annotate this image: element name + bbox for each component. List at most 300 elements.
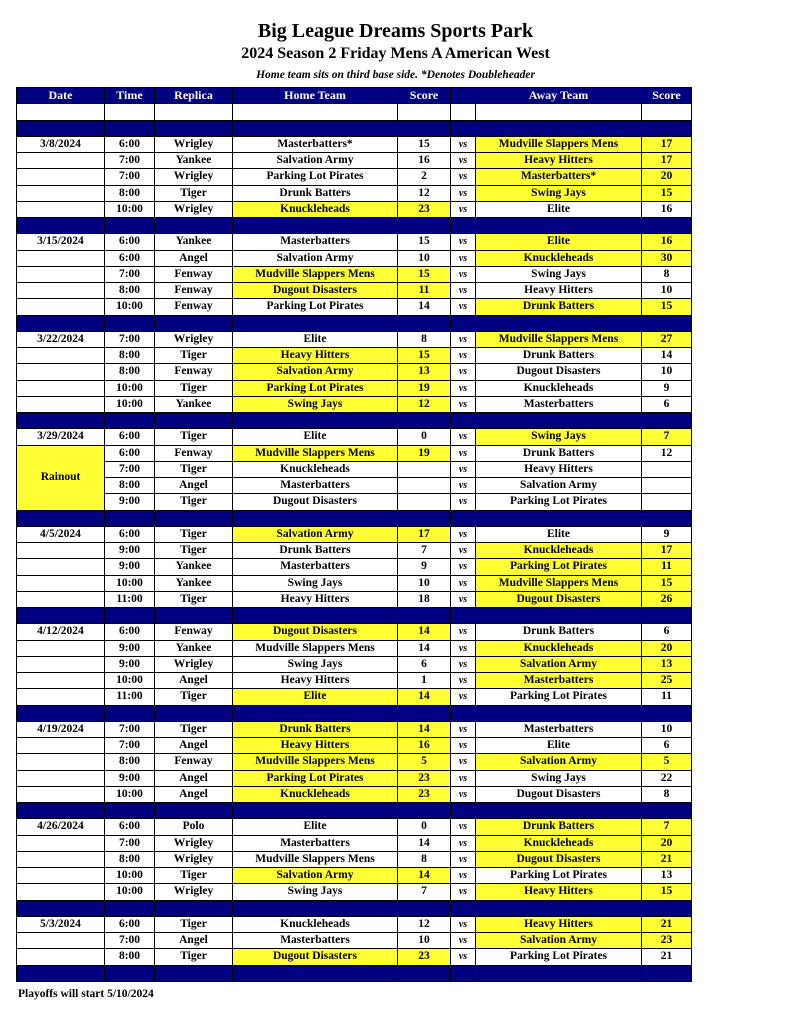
away-score [642, 461, 692, 477]
game-replica: Tiger [155, 494, 233, 510]
week-divider-row-cell [17, 510, 105, 526]
rainout-label: Rainout [17, 445, 105, 510]
week-divider-row-cell [451, 803, 476, 819]
week-divider-row [17, 120, 692, 136]
away-score: 21 [642, 949, 692, 965]
week-divider-row-cell [476, 218, 642, 234]
game-date-empty [17, 380, 105, 396]
week-divider-row-cell [642, 803, 692, 819]
vs-label: vs [451, 445, 476, 461]
home-score: 10 [398, 250, 451, 266]
game-replica: Tiger [155, 721, 233, 737]
game-row [17, 835, 692, 851]
week-divider-row-cell [642, 413, 692, 429]
game-date-empty [17, 575, 105, 591]
home-team: Salvation Army [233, 250, 398, 266]
home-score: 14 [398, 868, 451, 884]
away-score: 8 [642, 266, 692, 282]
week-divider-row-cell [17, 705, 105, 721]
game-row [17, 721, 692, 737]
game-row [17, 234, 692, 250]
week-divider-row-cell [17, 120, 105, 136]
home-team: Elite [233, 819, 398, 835]
away-score: 10 [642, 721, 692, 737]
week-divider-row-cell [105, 900, 155, 916]
game-replica: Tiger [155, 380, 233, 396]
home-score: 11 [398, 283, 451, 299]
game-row [17, 185, 692, 201]
vs-label: vs [451, 461, 476, 477]
blank-spacer-row-cell [17, 104, 105, 120]
home-score: 15 [398, 136, 451, 152]
week-divider-row-cell [155, 705, 233, 721]
week-divider-row-cell [155, 608, 233, 624]
column-header-home-team: Home Team [233, 88, 398, 104]
away-team: Dugout Disasters [476, 851, 642, 867]
week-divider-row [17, 608, 692, 624]
week-divider-row-cell [476, 315, 642, 331]
game-time: 10:00 [105, 396, 155, 412]
week-divider-row-cell [476, 608, 642, 624]
home-team: Mudville Slappers Mens [233, 754, 398, 770]
week-divider-row [17, 965, 692, 981]
week-divider-row-cell [476, 510, 642, 526]
week-divider-row-cell [642, 510, 692, 526]
game-time: 11:00 [105, 591, 155, 607]
game-date-empty [17, 738, 105, 754]
game-replica: Wrigley [155, 201, 233, 217]
vs-label: vs [451, 689, 476, 705]
vs-label: vs [451, 949, 476, 965]
away-score: 23 [642, 933, 692, 949]
home-team: Mudville Slappers Mens [233, 266, 398, 282]
schedule-body [17, 104, 692, 982]
game-time: 9:00 [105, 559, 155, 575]
home-team: Elite [233, 689, 398, 705]
blank-spacer-row-cell [642, 104, 692, 120]
game-time: 7:00 [105, 835, 155, 851]
vs-label: vs [451, 429, 476, 445]
away-score: 11 [642, 559, 692, 575]
away-score: 6 [642, 396, 692, 412]
home-team: Parking Lot Pirates [233, 299, 398, 315]
week-divider-row-cell [105, 965, 155, 981]
vs-label: vs [451, 770, 476, 786]
week-divider-row-cell [233, 608, 398, 624]
week-divider-row-cell [155, 803, 233, 819]
vs-label: vs [451, 884, 476, 900]
game-row [17, 884, 692, 900]
week-divider-row [17, 413, 692, 429]
week-divider-row-cell [398, 218, 451, 234]
game-replica: Yankee [155, 640, 233, 656]
week-divider-row-cell [398, 413, 451, 429]
vs-label: vs [451, 396, 476, 412]
vs-label: vs [451, 721, 476, 737]
week-divider-row-cell [476, 965, 642, 981]
away-team: Parking Lot Pirates [476, 559, 642, 575]
vs-label: vs [451, 494, 476, 510]
week-divider-row-cell [155, 413, 233, 429]
game-date: 4/12/2024 [17, 624, 105, 640]
column-header-away-score: Score [642, 88, 692, 104]
home-team: Salvation Army [233, 868, 398, 884]
home-score: 14 [398, 835, 451, 851]
away-score: 17 [642, 136, 692, 152]
game-row [17, 640, 692, 656]
game-replica: Angel [155, 478, 233, 494]
game-time: 10:00 [105, 380, 155, 396]
game-row [17, 348, 692, 364]
game-time: 6:00 [105, 445, 155, 461]
away-team: Mudville Slappers Mens [476, 136, 642, 152]
away-score: 16 [642, 234, 692, 250]
away-score: 14 [642, 348, 692, 364]
away-score: 21 [642, 851, 692, 867]
game-time: 8:00 [105, 754, 155, 770]
week-divider-row-cell [233, 315, 398, 331]
game-time: 10:00 [105, 673, 155, 689]
game-time: 10:00 [105, 575, 155, 591]
home-team: Salvation Army [233, 526, 398, 542]
away-team: Heavy Hitters [476, 461, 642, 477]
week-divider-row-cell [17, 413, 105, 429]
game-date: 4/19/2024 [17, 721, 105, 737]
home-team: Dugout Disasters [233, 283, 398, 299]
home-score: 14 [398, 299, 451, 315]
away-team: Elite [476, 526, 642, 542]
away-team: Knuckleheads [476, 835, 642, 851]
home-team: Masterbatters [233, 478, 398, 494]
away-score: 20 [642, 169, 692, 185]
game-date-empty [17, 835, 105, 851]
week-divider-row-cell [451, 120, 476, 136]
game-row [17, 868, 692, 884]
game-time: 10:00 [105, 786, 155, 802]
game-row [17, 819, 692, 835]
week-divider-row-cell [233, 218, 398, 234]
vs-label: vs [451, 364, 476, 380]
home-team: Parking Lot Pirates [233, 770, 398, 786]
game-replica: Angel [155, 933, 233, 949]
week-divider-row-cell [105, 803, 155, 819]
week-divider-row-cell [155, 965, 233, 981]
game-replica: Fenway [155, 364, 233, 380]
game-date-empty [17, 640, 105, 656]
away-score: 15 [642, 299, 692, 315]
game-time: 6:00 [105, 624, 155, 640]
away-team: Elite [476, 234, 642, 250]
footer-note: Playoffs will start 5/10/2024 [18, 988, 154, 1000]
week-divider-row [17, 510, 692, 526]
week-divider-row-cell [105, 705, 155, 721]
home-team: Heavy Hitters [233, 591, 398, 607]
home-score: 23 [398, 949, 451, 965]
away-team: Masterbatters [476, 721, 642, 737]
away-team: Salvation Army [476, 933, 642, 949]
schedule-table [16, 87, 692, 982]
home-team: Elite [233, 331, 398, 347]
game-date-empty [17, 201, 105, 217]
away-score: 26 [642, 591, 692, 607]
home-team: Dugout Disasters [233, 624, 398, 640]
home-score: 23 [398, 786, 451, 802]
blank-spacer-row-cell [155, 104, 233, 120]
game-replica: Yankee [155, 575, 233, 591]
game-time: 11:00 [105, 689, 155, 705]
game-replica: Wrigley [155, 656, 233, 672]
away-score: 21 [642, 916, 692, 932]
week-divider-row-cell [155, 900, 233, 916]
game-replica: Fenway [155, 266, 233, 282]
game-row [17, 201, 692, 217]
game-row [17, 786, 692, 802]
game-row [17, 916, 692, 932]
home-score: 15 [398, 266, 451, 282]
game-time: 10:00 [105, 299, 155, 315]
away-team: Knuckleheads [476, 543, 642, 559]
blank-spacer-row-cell [398, 104, 451, 120]
column-header-date: Date [17, 88, 105, 104]
week-divider-row-cell [398, 608, 451, 624]
home-team: Masterbatters [233, 835, 398, 851]
game-replica: Wrigley [155, 835, 233, 851]
week-divider-row-cell [155, 510, 233, 526]
away-score: 12 [642, 445, 692, 461]
vs-label: vs [451, 559, 476, 575]
away-team: Dugout Disasters [476, 364, 642, 380]
game-replica: Fenway [155, 445, 233, 461]
vs-label: vs [451, 153, 476, 169]
game-replica: Tiger [155, 543, 233, 559]
home-score: 19 [398, 445, 451, 461]
away-team: Elite [476, 201, 642, 217]
week-divider-row-cell [105, 510, 155, 526]
week-divider-row-cell [642, 315, 692, 331]
game-row [17, 445, 692, 461]
vs-label: vs [451, 916, 476, 932]
away-score: 20 [642, 835, 692, 851]
game-row [17, 575, 692, 591]
home-score: 12 [398, 916, 451, 932]
away-team: Parking Lot Pirates [476, 494, 642, 510]
home-score: 5 [398, 754, 451, 770]
game-replica: Wrigley [155, 169, 233, 185]
away-score: 7 [642, 429, 692, 445]
week-divider-row-cell [451, 315, 476, 331]
blank-spacer-row-cell [105, 104, 155, 120]
blank-spacer-row-cell [233, 104, 398, 120]
game-row [17, 153, 692, 169]
away-team: Heavy Hitters [476, 884, 642, 900]
game-time: 9:00 [105, 494, 155, 510]
away-team: Heavy Hitters [476, 283, 642, 299]
home-score: 2 [398, 169, 451, 185]
game-row [17, 250, 692, 266]
week-divider-row-cell [451, 900, 476, 916]
week-divider-row-cell [451, 965, 476, 981]
game-replica: Fenway [155, 299, 233, 315]
game-date: 5/3/2024 [17, 916, 105, 932]
week-divider-row-cell [233, 120, 398, 136]
home-team: Knuckleheads [233, 916, 398, 932]
blank-spacer-row-cell [451, 104, 476, 120]
column-header-home-score: Score [398, 88, 451, 104]
game-date: 3/29/2024 [17, 429, 105, 445]
game-time: 9:00 [105, 656, 155, 672]
away-score: 6 [642, 738, 692, 754]
game-row [17, 429, 692, 445]
game-replica: Yankee [155, 559, 233, 575]
home-score: 7 [398, 884, 451, 900]
home-team: Swing Jays [233, 656, 398, 672]
week-divider-row-cell [398, 510, 451, 526]
game-time: 10:00 [105, 868, 155, 884]
away-team: Drunk Batters [476, 348, 642, 364]
away-team: Salvation Army [476, 754, 642, 770]
vs-label: vs [451, 591, 476, 607]
week-divider-row-cell [642, 120, 692, 136]
game-replica: Tiger [155, 526, 233, 542]
game-date-empty [17, 543, 105, 559]
away-team: Swing Jays [476, 429, 642, 445]
home-team: Masterbatters [233, 933, 398, 949]
week-divider-row-cell [17, 900, 105, 916]
game-row [17, 266, 692, 282]
game-replica: Fenway [155, 624, 233, 640]
week-divider-row-cell [642, 900, 692, 916]
game-row [17, 380, 692, 396]
away-score: 17 [642, 153, 692, 169]
game-replica: Fenway [155, 283, 233, 299]
game-time: 7:00 [105, 461, 155, 477]
game-row [17, 169, 692, 185]
home-team: Parking Lot Pirates [233, 169, 398, 185]
vs-label: vs [451, 185, 476, 201]
away-team: Mudville Slappers Mens [476, 331, 642, 347]
game-row [17, 591, 692, 607]
week-divider-row-cell [105, 120, 155, 136]
game-row [17, 559, 692, 575]
game-date-empty [17, 770, 105, 786]
home-team: Knuckleheads [233, 461, 398, 477]
vs-label: vs [451, 738, 476, 754]
game-row [17, 299, 692, 315]
away-team: Parking Lot Pirates [476, 689, 642, 705]
game-date: 3/15/2024 [17, 234, 105, 250]
game-time: 8:00 [105, 283, 155, 299]
game-replica: Tiger [155, 185, 233, 201]
away-team: Salvation Army [476, 656, 642, 672]
game-time: 6:00 [105, 429, 155, 445]
game-date-empty [17, 673, 105, 689]
game-date: 4/5/2024 [17, 526, 105, 542]
vs-label: vs [451, 543, 476, 559]
home-team: Knuckleheads [233, 201, 398, 217]
week-divider-row-cell [398, 315, 451, 331]
away-team: Heavy Hitters [476, 916, 642, 932]
game-replica: Yankee [155, 396, 233, 412]
game-replica: Yankee [155, 234, 233, 250]
game-replica: Angel [155, 786, 233, 802]
game-row [17, 933, 692, 949]
away-score [642, 494, 692, 510]
game-date-empty [17, 754, 105, 770]
home-score: 7 [398, 543, 451, 559]
away-score [642, 478, 692, 494]
game-row [17, 770, 692, 786]
vs-label: vs [451, 380, 476, 396]
home-team: Masterbatters [233, 559, 398, 575]
game-replica: Tiger [155, 348, 233, 364]
game-row [17, 689, 692, 705]
week-divider-row-cell [155, 120, 233, 136]
home-score: 8 [398, 331, 451, 347]
game-row [17, 136, 692, 152]
away-team: Knuckleheads [476, 640, 642, 656]
header-row [17, 88, 692, 104]
game-replica: Angel [155, 738, 233, 754]
away-score: 11 [642, 689, 692, 705]
column-header-time: Time [105, 88, 155, 104]
game-row [17, 624, 692, 640]
home-score: 1 [398, 673, 451, 689]
game-row [17, 656, 692, 672]
game-time: 10:00 [105, 201, 155, 217]
vs-label: vs [451, 136, 476, 152]
game-row [17, 543, 692, 559]
home-score: 9 [398, 559, 451, 575]
game-date-empty [17, 299, 105, 315]
game-row [17, 283, 692, 299]
vs-label: vs [451, 640, 476, 656]
vs-label: vs [451, 478, 476, 494]
away-team: Dugout Disasters [476, 786, 642, 802]
away-score: 10 [642, 283, 692, 299]
game-replica: Angel [155, 250, 233, 266]
game-date: 3/22/2024 [17, 331, 105, 347]
vs-label: vs [451, 656, 476, 672]
away-team: Knuckleheads [476, 250, 642, 266]
away-team: Dugout Disasters [476, 591, 642, 607]
away-score: 17 [642, 543, 692, 559]
week-divider-row-cell [398, 965, 451, 981]
week-divider-row-cell [451, 608, 476, 624]
game-date-empty [17, 884, 105, 900]
vs-label: vs [451, 169, 476, 185]
game-date: 4/26/2024 [17, 819, 105, 835]
game-row [17, 754, 692, 770]
home-team: Salvation Army [233, 364, 398, 380]
game-replica: Angel [155, 673, 233, 689]
away-team: Masterbatters [476, 673, 642, 689]
week-divider-row-cell [105, 315, 155, 331]
week-divider-row-cell [17, 218, 105, 234]
week-divider-row-cell [105, 608, 155, 624]
away-score: 13 [642, 868, 692, 884]
home-score: 6 [398, 656, 451, 672]
game-time: 8:00 [105, 851, 155, 867]
away-score: 5 [642, 754, 692, 770]
game-time: 7:00 [105, 266, 155, 282]
game-replica: Wrigley [155, 851, 233, 867]
away-score: 13 [642, 656, 692, 672]
game-date-empty [17, 591, 105, 607]
week-divider-row-cell [451, 705, 476, 721]
game-replica: Tiger [155, 461, 233, 477]
game-row [17, 738, 692, 754]
vs-label: vs [451, 348, 476, 364]
